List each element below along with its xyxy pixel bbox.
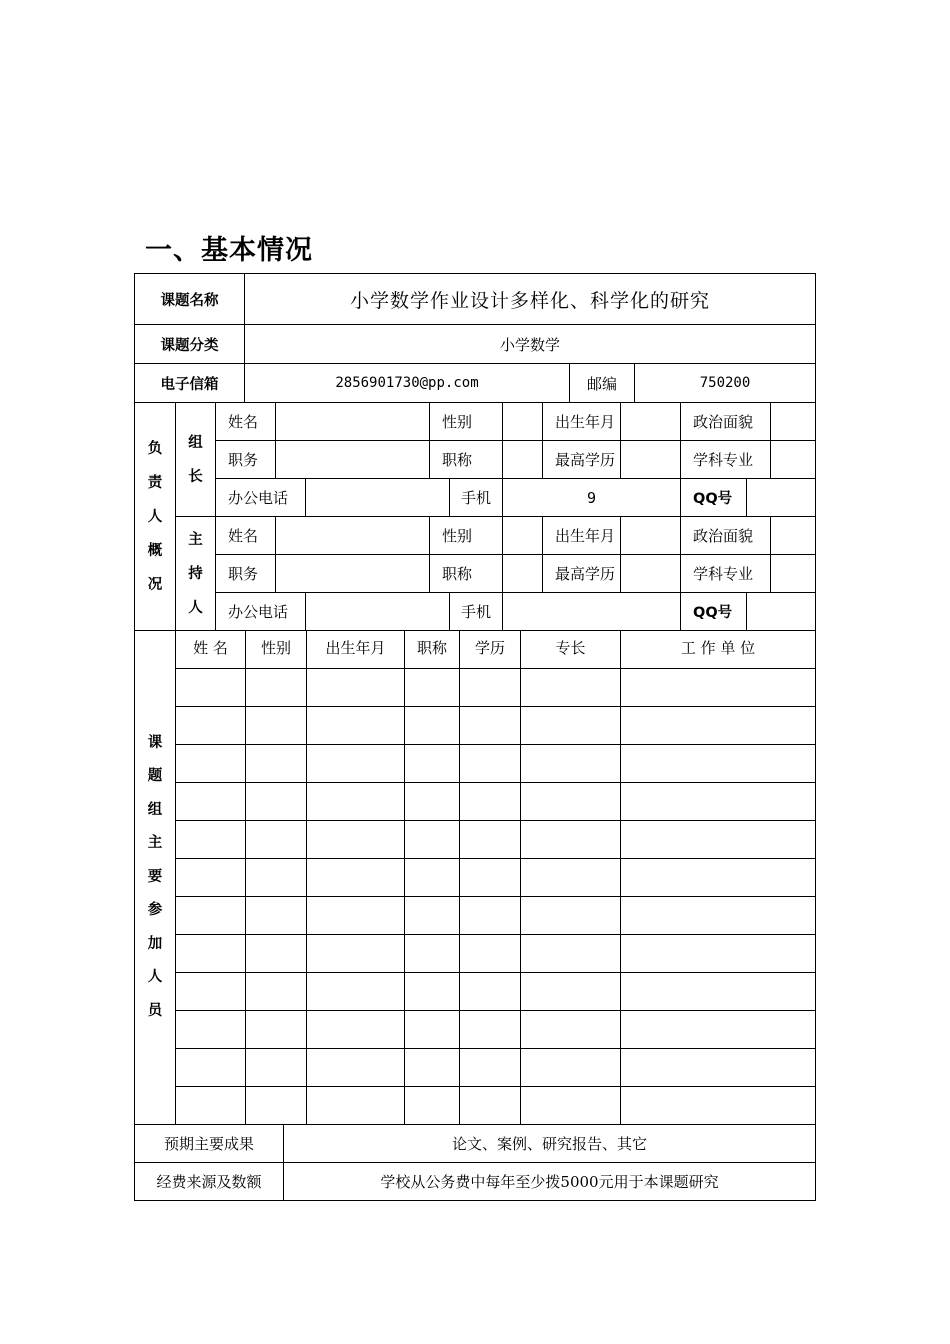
member-education-cell[interactable]	[460, 821, 521, 859]
member-work-unit-cell[interactable]	[621, 1087, 816, 1125]
member-birth-cell[interactable]	[307, 897, 405, 935]
member-title-cell[interactable]	[405, 1087, 460, 1125]
member-title-cell[interactable]	[405, 973, 460, 1011]
host-qq-label: QQ号	[681, 593, 747, 631]
member-gender-cell[interactable]	[246, 1049, 307, 1087]
member-gender-cell[interactable]	[246, 745, 307, 783]
member-name-cell[interactable]	[176, 897, 246, 935]
host-name-label: 姓名	[216, 517, 276, 555]
funding-value[interactable]: 学校从公务费中每年至少拨5000元用于本课题研究	[284, 1163, 816, 1201]
header-birth: 出生年月	[307, 631, 405, 669]
host-office-phone-label: 办公电话	[216, 593, 306, 631]
host-birth-label: 出生年月	[543, 517, 621, 555]
member-title-cell[interactable]	[405, 745, 460, 783]
host-office-phone-field[interactable]	[306, 593, 450, 631]
email-label: 电子信箱	[135, 364, 245, 403]
funding-label: 经费来源及数额	[135, 1163, 284, 1201]
member-birth-cell[interactable]	[307, 1011, 405, 1049]
host-mobile-label: 手机	[450, 593, 503, 631]
header-name: 姓 名	[176, 631, 246, 669]
project-name-value[interactable]: 小学数学作业设计多样化、科学化的研究	[245, 274, 816, 325]
member-work-unit-cell[interactable]	[621, 821, 816, 859]
member-education-cell[interactable]	[460, 669, 521, 707]
table-row	[135, 783, 816, 821]
host-major-label: 学科专业	[681, 555, 771, 593]
member-name-cell[interactable]	[176, 1011, 246, 1049]
expected-results-label: 预期主要成果	[135, 1125, 284, 1163]
member-education-cell[interactable]	[460, 707, 521, 745]
member-title-cell[interactable]	[405, 859, 460, 897]
project-name-label: 课题名称	[135, 274, 245, 325]
member-title-cell[interactable]	[405, 821, 460, 859]
member-work-unit-cell[interactable]	[621, 669, 816, 707]
leader-gender-field[interactable]	[503, 403, 543, 441]
header-education: 学历	[460, 631, 521, 669]
postcode-label: 邮编	[570, 364, 635, 403]
leader-education-field[interactable]	[621, 441, 681, 479]
host-gender-label: 性别	[430, 517, 503, 555]
header-title: 职称	[405, 631, 460, 669]
member-work-unit-cell[interactable]	[621, 707, 816, 745]
member-birth-cell[interactable]	[307, 745, 405, 783]
category-label: 课题分类	[135, 325, 245, 364]
host-education-label: 最高学历	[543, 555, 621, 593]
member-birth-cell[interactable]	[307, 973, 405, 1011]
member-specialty-cell[interactable]	[521, 973, 621, 1011]
members-table	[134, 630, 816, 1125]
host-birth-field[interactable]	[621, 517, 681, 555]
member-education-cell[interactable]	[460, 973, 521, 1011]
host-position-label: 职务	[216, 555, 276, 593]
leader-mobile-field[interactable]: 9	[503, 479, 681, 517]
table-row	[135, 821, 816, 859]
host-mobile-field[interactable]	[503, 593, 681, 631]
member-title-cell[interactable]	[405, 1049, 460, 1087]
member-education-cell[interactable]	[460, 935, 521, 973]
member-gender-cell[interactable]	[246, 821, 307, 859]
member-education-cell[interactable]	[460, 1049, 521, 1087]
table-row	[135, 1049, 816, 1087]
table-row	[135, 1011, 816, 1049]
member-specialty-cell[interactable]	[521, 897, 621, 935]
member-education-cell[interactable]	[460, 1087, 521, 1125]
member-work-unit-cell[interactable]	[621, 783, 816, 821]
host-qq-field[interactable]	[747, 593, 816, 631]
member-name-cell[interactable]	[176, 1049, 246, 1087]
member-title-cell[interactable]	[405, 1011, 460, 1049]
member-specialty-cell[interactable]	[521, 1011, 621, 1049]
member-education-cell[interactable]	[460, 783, 521, 821]
leader-politics-field[interactable]	[771, 403, 816, 441]
member-name-cell[interactable]	[176, 783, 246, 821]
member-specialty-cell[interactable]	[521, 783, 621, 821]
host-gender-field[interactable]	[503, 517, 543, 555]
table-row	[135, 897, 816, 935]
member-work-unit-cell[interactable]	[621, 859, 816, 897]
leaders-table	[134, 402, 816, 631]
table-row	[135, 973, 816, 1011]
member-birth-cell[interactable]	[307, 935, 405, 973]
leader-title-field[interactable]	[503, 441, 543, 479]
leader-office-phone-field[interactable]	[306, 479, 450, 517]
leader-major-field[interactable]	[771, 441, 816, 479]
member-name-cell[interactable]	[176, 745, 246, 783]
member-birth-cell[interactable]	[307, 669, 405, 707]
expected-results-value[interactable]: 论文、案例、研究报告、其它	[284, 1125, 816, 1163]
member-work-unit-cell[interactable]	[621, 935, 816, 973]
table-row	[135, 745, 816, 783]
member-gender-cell[interactable]	[246, 783, 307, 821]
header-specialty: 专长	[521, 631, 621, 669]
member-gender-cell[interactable]	[246, 669, 307, 707]
member-specialty-cell[interactable]	[521, 935, 621, 973]
host-title-label: 职称	[430, 555, 503, 593]
member-name-cell[interactable]	[176, 1087, 246, 1125]
leader-politics-label: 政治面貌	[681, 403, 771, 441]
member-education-cell[interactable]	[460, 897, 521, 935]
basic-info-form	[134, 273, 815, 1201]
postcode-value[interactable]: 750200	[635, 364, 816, 403]
member-name-cell[interactable]	[176, 821, 246, 859]
member-birth-cell[interactable]	[307, 1049, 405, 1087]
member-title-cell[interactable]	[405, 707, 460, 745]
email-value[interactable]: 2856901730@pp.com	[245, 364, 570, 403]
member-gender-cell[interactable]	[246, 897, 307, 935]
host-politics-field[interactable]	[771, 517, 816, 555]
member-name-cell[interactable]	[176, 707, 246, 745]
member-education-cell[interactable]	[460, 745, 521, 783]
table-row	[135, 859, 816, 897]
leader-position-label: 职务	[216, 441, 276, 479]
member-work-unit-cell[interactable]	[621, 745, 816, 783]
leader-mobile-label: 手机	[450, 479, 503, 517]
member-birth-cell[interactable]	[307, 783, 405, 821]
page-title: 一、基本情况	[145, 235, 313, 266]
member-work-unit-cell[interactable]	[621, 897, 816, 935]
leader-major-label: 学科专业	[681, 441, 771, 479]
host-politics-label: 政治面貌	[681, 517, 771, 555]
host-label: 主 持 人	[176, 517, 216, 631]
leader-qq-field[interactable]	[747, 479, 816, 517]
member-work-unit-cell[interactable]	[621, 973, 816, 1011]
leader-birth-label: 出生年月	[543, 403, 621, 441]
leader-name-field[interactable]	[276, 403, 430, 441]
member-specialty-cell[interactable]	[521, 669, 621, 707]
member-title-cell[interactable]	[405, 935, 460, 973]
member-specialty-cell[interactable]	[521, 1087, 621, 1125]
member-specialty-cell[interactable]	[521, 859, 621, 897]
leader-name-label: 姓名	[216, 403, 276, 441]
host-name-field[interactable]	[276, 517, 430, 555]
member-work-unit-cell[interactable]	[621, 1049, 816, 1087]
leaders-group-label: 负 责 人 概 况	[135, 403, 176, 631]
member-title-cell[interactable]	[405, 897, 460, 935]
member-specialty-cell[interactable]	[521, 1049, 621, 1087]
member-title-cell[interactable]	[405, 669, 460, 707]
leader-birth-field[interactable]	[621, 403, 681, 441]
member-education-cell[interactable]	[460, 859, 521, 897]
member-gender-cell[interactable]	[246, 973, 307, 1011]
member-gender-cell[interactable]	[246, 935, 307, 973]
table-row	[135, 935, 816, 973]
leader-education-label: 最高学历	[543, 441, 621, 479]
host-position-field[interactable]	[276, 555, 430, 593]
outcome-funding-table	[134, 1124, 816, 1201]
member-name-cell[interactable]	[176, 973, 246, 1011]
member-title-cell[interactable]	[405, 783, 460, 821]
table-row	[135, 1087, 816, 1125]
member-specialty-cell[interactable]	[521, 821, 621, 859]
host-education-field[interactable]	[621, 555, 681, 593]
member-birth-cell[interactable]	[307, 707, 405, 745]
project-info-table	[134, 273, 816, 403]
header-gender: 性别	[246, 631, 307, 669]
member-birth-cell[interactable]	[307, 821, 405, 859]
member-birth-cell[interactable]	[307, 1087, 405, 1125]
leader-office-phone-label: 办公电话	[216, 479, 306, 517]
member-birth-cell[interactable]	[307, 859, 405, 897]
member-gender-cell[interactable]	[246, 1011, 307, 1049]
member-gender-cell[interactable]	[246, 859, 307, 897]
leader-position-field[interactable]	[276, 441, 430, 479]
members-side-label: 课 题 组 主 要 参 加 人 员	[135, 631, 176, 1125]
member-name-cell[interactable]	[176, 859, 246, 897]
member-work-unit-cell[interactable]	[621, 1011, 816, 1049]
table-row	[135, 707, 816, 745]
leader-gender-label: 性别	[430, 403, 503, 441]
host-title-field[interactable]	[503, 555, 543, 593]
member-education-cell[interactable]	[460, 1011, 521, 1049]
member-name-cell[interactable]	[176, 935, 246, 973]
leader-qq-label: QQ号	[681, 479, 747, 517]
leader-title-label: 职称	[430, 441, 503, 479]
member-specialty-cell[interactable]	[521, 707, 621, 745]
team-leader-label: 组 长	[176, 403, 216, 517]
header-work-unit: 工 作 单 位	[621, 631, 816, 669]
category-value[interactable]: 小学数学	[245, 325, 816, 364]
member-gender-cell[interactable]	[246, 1087, 307, 1125]
table-row	[135, 669, 816, 707]
member-name-cell[interactable]	[176, 669, 246, 707]
member-gender-cell[interactable]	[246, 707, 307, 745]
member-specialty-cell[interactable]	[521, 745, 621, 783]
host-major-field[interactable]	[771, 555, 816, 593]
